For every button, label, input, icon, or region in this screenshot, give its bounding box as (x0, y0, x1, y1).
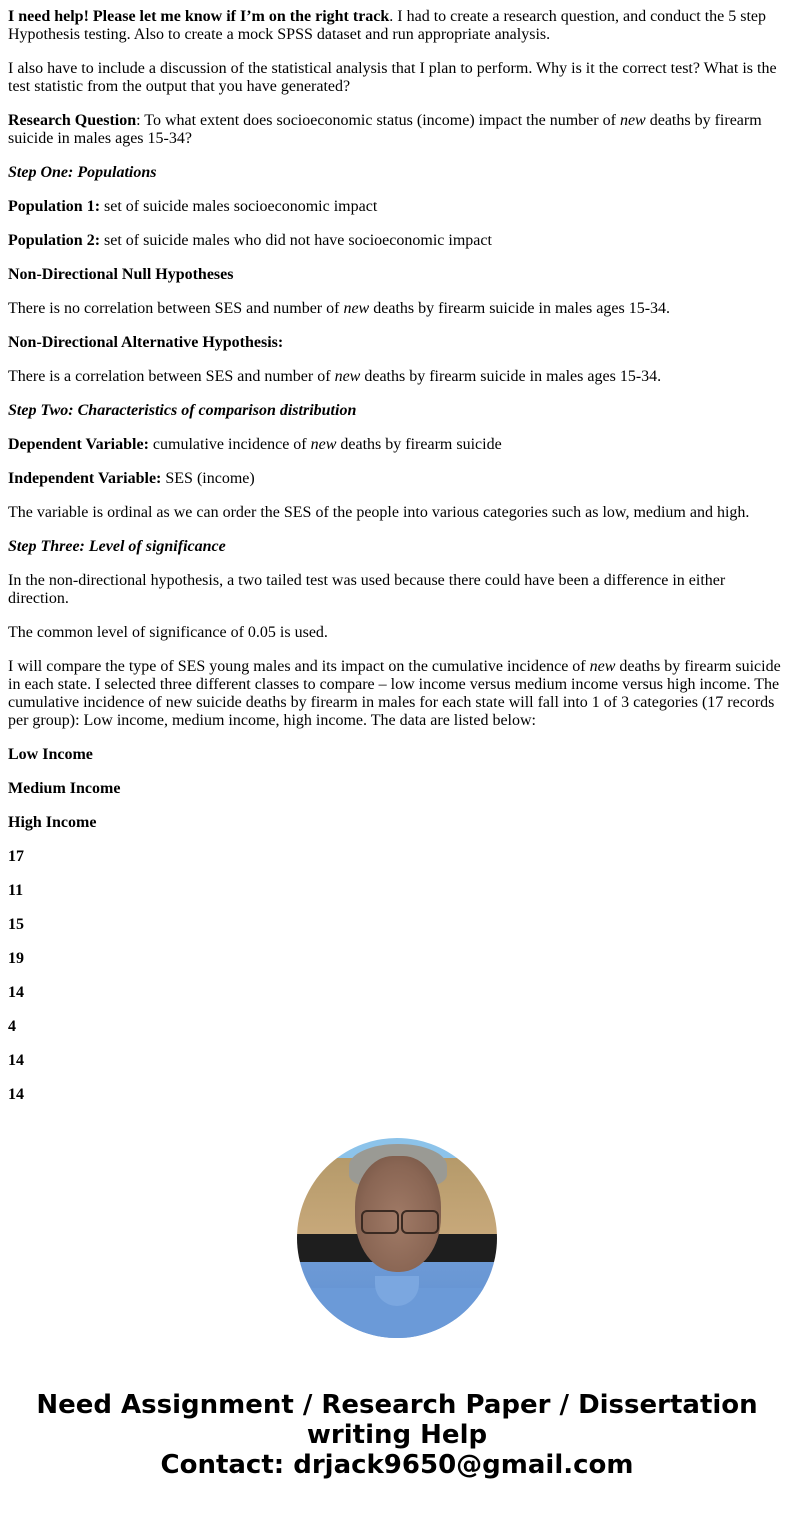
alt-hypothesis-heading-text: Non-Directional Alternative Hypothesis: (8, 334, 284, 351)
compare-paragraph (8, 658, 786, 730)
population-2-text: set of suicide males who did not have socioeconomic impact (100, 232, 492, 249)
data-value (8, 916, 786, 934)
data-header-low (8, 746, 786, 764)
step-three-heading-text: Step Three: Level of significance (8, 538, 226, 555)
data-header-high (8, 814, 786, 832)
population-1-label: Population 1: (8, 198, 101, 215)
contact-email: Contact: drjack9650@gmail.com (160, 1450, 634, 1480)
data-header-text: High Income (8, 814, 97, 831)
step-three-heading (8, 538, 786, 556)
emphasis: new (619, 112, 646, 129)
avatar (297, 1138, 497, 1338)
alt-hypothesis (8, 368, 786, 386)
dependent-variable (8, 436, 786, 454)
data-value (8, 848, 786, 866)
data-header-medium (8, 780, 786, 798)
compare-text: deaths by firearm suicide in each state. I selected three different classes to compare – low income versus medium income versus high income. The cumulative incidence of new suicide deaths by firearm in males for each state will fall into 1 of 3 categories (17 records per group): Low income, medium income, high income. The data are listed below: (8, 658, 781, 729)
alt-text: deaths by firearm suicide in males ages 15-34. (360, 368, 662, 385)
population-2 (8, 232, 786, 250)
null-hypothesis-heading-text: Non-Directional Null Hypotheses (8, 266, 234, 283)
intro-text: . I had to create a research question, and conduct the 5 step Hypothesis testing. Also to create a mock SPSS dataset and run appropriate analysis. (8, 8, 767, 43)
data-value (8, 1086, 786, 1104)
data-value (8, 984, 786, 1002)
contact-banner (0, 1390, 794, 1480)
avatar-container (0, 1138, 794, 1338)
data-value (8, 1052, 786, 1070)
research-question-text: : To what extent does socioeconomic status (income) impact the number of (136, 112, 620, 129)
dv-text: deaths by firearm suicide (336, 436, 502, 453)
dependent-variable-label: Dependent Variable: (8, 436, 149, 453)
data-value-text: 11 (8, 882, 24, 899)
population-1-text: set of suicide males socioeconomic impact (100, 198, 378, 215)
emphasis: new (310, 436, 337, 453)
glasses-icon (401, 1210, 439, 1234)
research-question-label: Research Question (8, 112, 137, 129)
data-value-text: 14 (8, 1086, 24, 1103)
ordinal-paragraph: The variable is ordinal as we can order the SES of the people into various categories such as low, medium and high. (8, 504, 750, 521)
data-value-text: 17 (8, 848, 24, 865)
iv-text: SES (income) (161, 470, 255, 487)
null-text: There is no correlation between SES and number of (8, 300, 344, 317)
population-1 (8, 198, 786, 216)
step-one-heading (8, 164, 786, 182)
null-text: deaths by firearm suicide in males ages 15-34. (369, 300, 671, 317)
emphasis: new (334, 368, 361, 385)
step-two-heading (8, 402, 786, 420)
emphasis: new (343, 300, 370, 317)
data-value-text: 19 (8, 950, 24, 967)
emphasis: new (589, 658, 616, 675)
compare-text: I will compare the type of SES young males and its impact on the cumulative incidence of (8, 658, 590, 675)
data-value (8, 1018, 786, 1036)
research-question-text: deaths by firearm suicide in males ages 15-34? (8, 112, 762, 147)
step-one-heading-text: Step One: Populations (8, 164, 157, 181)
null-hypothesis (8, 300, 786, 318)
two-tailed-paragraph: In the non-directional hypothesis, a two tailed test was used because there could have been a difference in either direction. (8, 572, 726, 607)
glasses-icon (361, 1210, 399, 1234)
intro-paragraph (8, 8, 786, 44)
data-value-text: 14 (8, 1052, 24, 1069)
step-two-heading-text: Step Two: Characteristics of comparison distribution (8, 402, 357, 419)
data-value-text: 14 (8, 984, 24, 1001)
data-value (8, 950, 786, 968)
banner-headline: Need Assignment / Research Paper / Dissertation writing Help (36, 1390, 758, 1450)
data-value-text: 15 (8, 916, 24, 933)
significance-paragraph: The common level of significance of 0.05 is used. (8, 624, 328, 641)
data-header-text: Medium Income (8, 780, 121, 797)
intro-bold: I need help! Please let me know if I’m on the right track (8, 8, 390, 25)
data-header-text: Low Income (8, 746, 93, 763)
research-question-paragraph (8, 112, 786, 148)
population-2-label: Population 2: (8, 232, 101, 249)
dv-text: cumulative incidence of (148, 436, 311, 453)
independent-variable-label: Independent Variable: (8, 470, 162, 487)
alt-hypothesis-heading (8, 334, 786, 352)
data-value-text: 4 (8, 1018, 16, 1035)
data-value (8, 882, 786, 900)
alt-text: There is a correlation between SES and number of (8, 368, 335, 385)
independent-variable (8, 470, 786, 488)
null-hypothesis-heading (8, 266, 786, 284)
discussion-paragraph: I also have to include a discussion of the statistical analysis that I plan to perform. Why is it the correct test? What is the test statistic from the output that you have generated? (8, 60, 777, 95)
